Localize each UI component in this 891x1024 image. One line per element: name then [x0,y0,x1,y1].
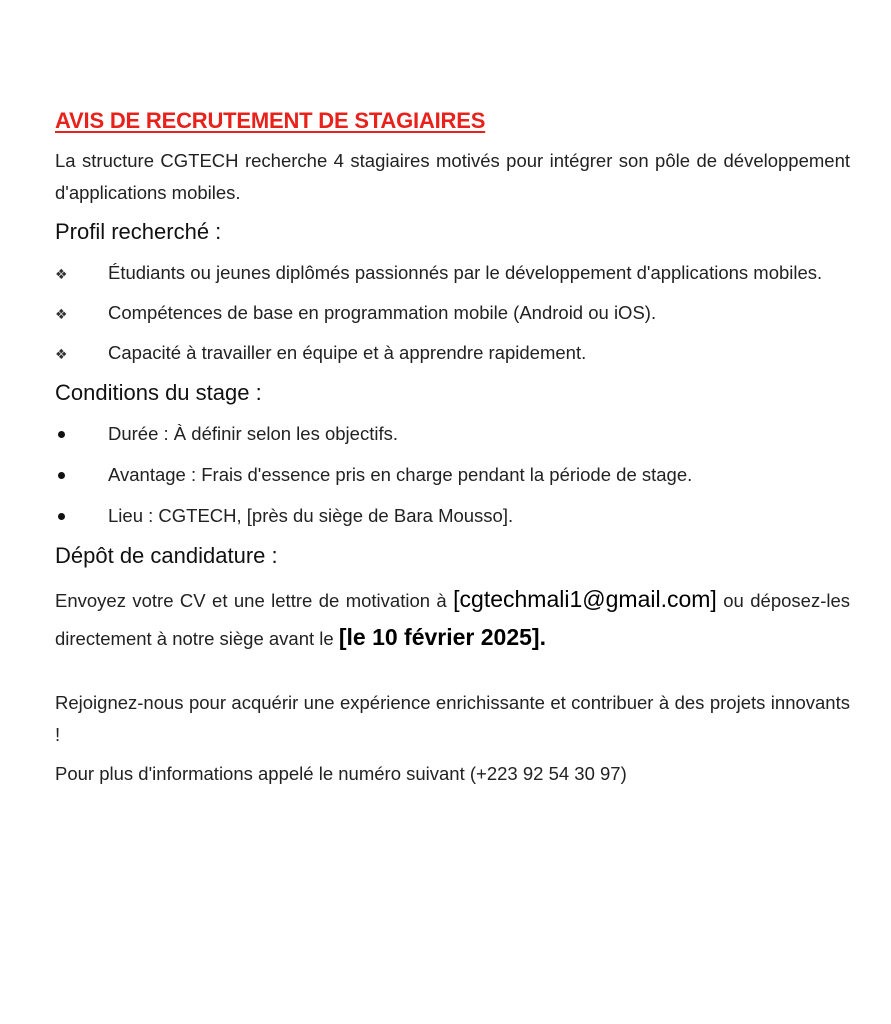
page-title: AVIS DE RECRUTEMENT DE STAGIAIRES [55,108,486,133]
list-item [55,257,850,290]
diamond-ornament-icon: ❖ [55,346,68,362]
bullet-dot-icon [55,418,108,450]
contact-paragraph: Pour plus d'informations appelé le numéro suivant (+223 92 54 30 97) [55,763,627,784]
list-item [55,459,850,491]
conditions-list [55,418,850,532]
bullet-dot-icon [55,500,108,532]
diamond-ornament-icon: ❖ [55,306,68,322]
list-item-text: Lieu : CGTECH, [près du siège de Bara Mousso]. [108,505,514,526]
list-item-text: Compétences de base en programmation mobile (Android ou iOS). [108,302,657,323]
closing-paragraph: Rejoignez-nous pour acquérir une expérience enrichissante et contribuer à des projets innovants ! [55,692,850,745]
list-item [55,337,850,370]
list-item [55,500,850,532]
depot-text-2: ou déposez-les directement à notre siège avant le [55,590,850,649]
profil-heading: Profil recherché : [55,219,222,244]
list-item [55,297,850,330]
profil-list [55,257,850,370]
email-address: [cgtechmali1@gmail.com] [453,586,717,612]
diamond-ornament-icon: ❖ [55,266,68,282]
document-body [55,108,850,790]
list-item-text: Durée : À définir selon les objectifs. [108,423,398,444]
list-item-text: Avantage : Frais d'essence pris en charge pendant la période de stage. [108,464,693,485]
deadline-date: [le 10 février 2025]. [338,624,546,650]
list-item-text: Capacité à travailler en équipe et à apprendre rapidement. [108,342,587,363]
depot-text-1: Envoyez votre CV et une lettre de motivation à [55,590,447,611]
conditions-heading: Conditions du stage : [55,380,262,405]
spacer [55,657,850,687]
intro-paragraph: La structure CGTECH recherche 4 stagiaires motivés pour intégrer son pôle de développement d'applications mobiles. [55,150,850,203]
bullet-dot-icon [55,459,108,491]
list-item [55,418,850,450]
list-item-text: Étudiants ou jeunes diplômés passionnés par le développement d'applications mobiles. [108,262,823,283]
depot-paragraph [55,581,850,657]
depot-heading: Dépôt de candidature : [55,543,278,568]
